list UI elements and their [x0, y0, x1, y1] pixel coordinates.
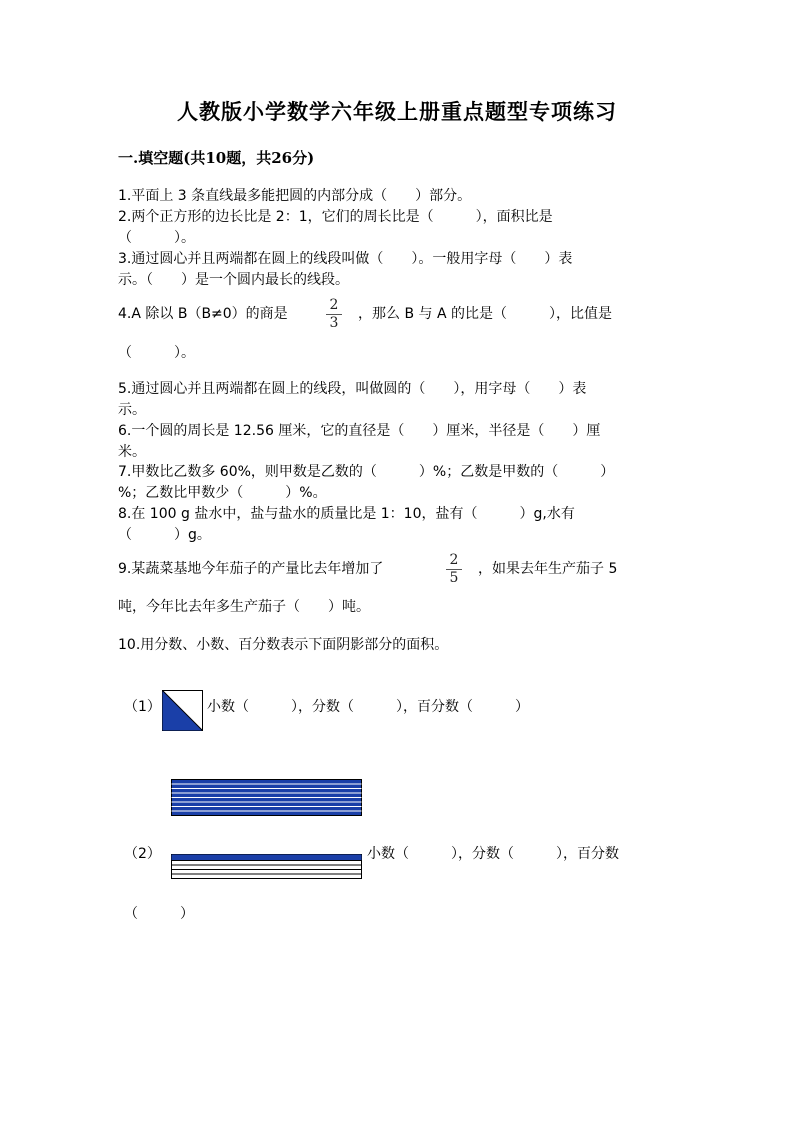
question-9-line1b: ，如果去年生产茄子 5: [478, 561, 618, 577]
lower-shaded-band: [172, 855, 362, 861]
question-10: 10.用分数、小数、百分数表示下面阴影部分的面积。: [118, 637, 449, 653]
question-9-line2: 吨，今年比去年多生产茄子（ ）吨。: [118, 599, 370, 615]
question-7-line2: %；乙数比甲数少（ ）%。: [118, 485, 327, 501]
question-2-line2: （ ）。: [118, 230, 195, 246]
part-2-label: （2）: [124, 846, 161, 862]
fraction-two-fifths: [446, 553, 462, 586]
fraction-two-thirds: [326, 298, 342, 331]
question-6-line1: 6.一个圆的周长是 12.56 厘米，它的直径是（ ）厘米，半径是（ ）厘: [118, 423, 601, 439]
part-2-answers: 小数（ ），分数（ ），百分数: [367, 846, 619, 862]
page-title: 人教版小学数学六年级上册重点题型专项练习: [177, 99, 617, 124]
half-shaded-square-figure: [162, 690, 204, 732]
section-heading: 一.填空题(共10题，共26分): [118, 149, 315, 167]
question-7-line1: 7.甲数比乙数多 60%，则甲数是乙数的（ ）%；乙数是甲数的（ ）: [118, 464, 615, 480]
part-2-answer-tail: （ ）: [124, 906, 194, 922]
striped-rectangle-figure: [171, 779, 362, 879]
question-4-line1b: ，那么 B 与 A 的比是（ ），比值是: [358, 306, 612, 322]
part-1-label: （1）: [124, 699, 161, 715]
question-3-line2: 示。（ ）是一个圆内最长的线段。: [118, 272, 349, 288]
fraction-numerator: 2: [449, 552, 459, 568]
question-3-line1: 3.通过圆心并且两端都在圆上的线段叫做（ ）。一般用字母（ ）表: [118, 251, 573, 267]
question-8-line1: 8.在 100 g 盐水中，盐与盐水的质量比是 1：10，盐有（ ）g,水有: [118, 506, 575, 522]
question-4-line1a: 4.A 除以 B（B≠0）的商是: [118, 306, 288, 322]
part-1-answers: 小数（ ），分数（ ），百分数（ ）: [207, 699, 529, 715]
question-4-line2: （ ）。: [118, 345, 195, 361]
question-8-line2: （ ）g。: [118, 527, 211, 543]
question-1: 1.平面上 3 条直线最多能把圆的内部分成（ ）部分。: [118, 188, 472, 204]
fraction-numerator: 2: [329, 297, 339, 313]
question-9-line1a: 9.某蔬菜基地今年茄子的产量比去年增加了: [118, 561, 384, 577]
fraction-denominator: 5: [449, 570, 459, 586]
question-5-line1: 5.通过圆心并且两端都在圆上的线段，叫做圆的（ ），用字母（ ）表: [118, 381, 587, 397]
question-2-line1: 2.两个正方形的边长比是 2：1，它们的周长比是（ ），面积比是: [118, 209, 553, 225]
question-6-line2: 米。: [118, 444, 146, 460]
question-5-line2: 示。: [118, 402, 146, 418]
fraction-denominator: 3: [329, 315, 339, 331]
